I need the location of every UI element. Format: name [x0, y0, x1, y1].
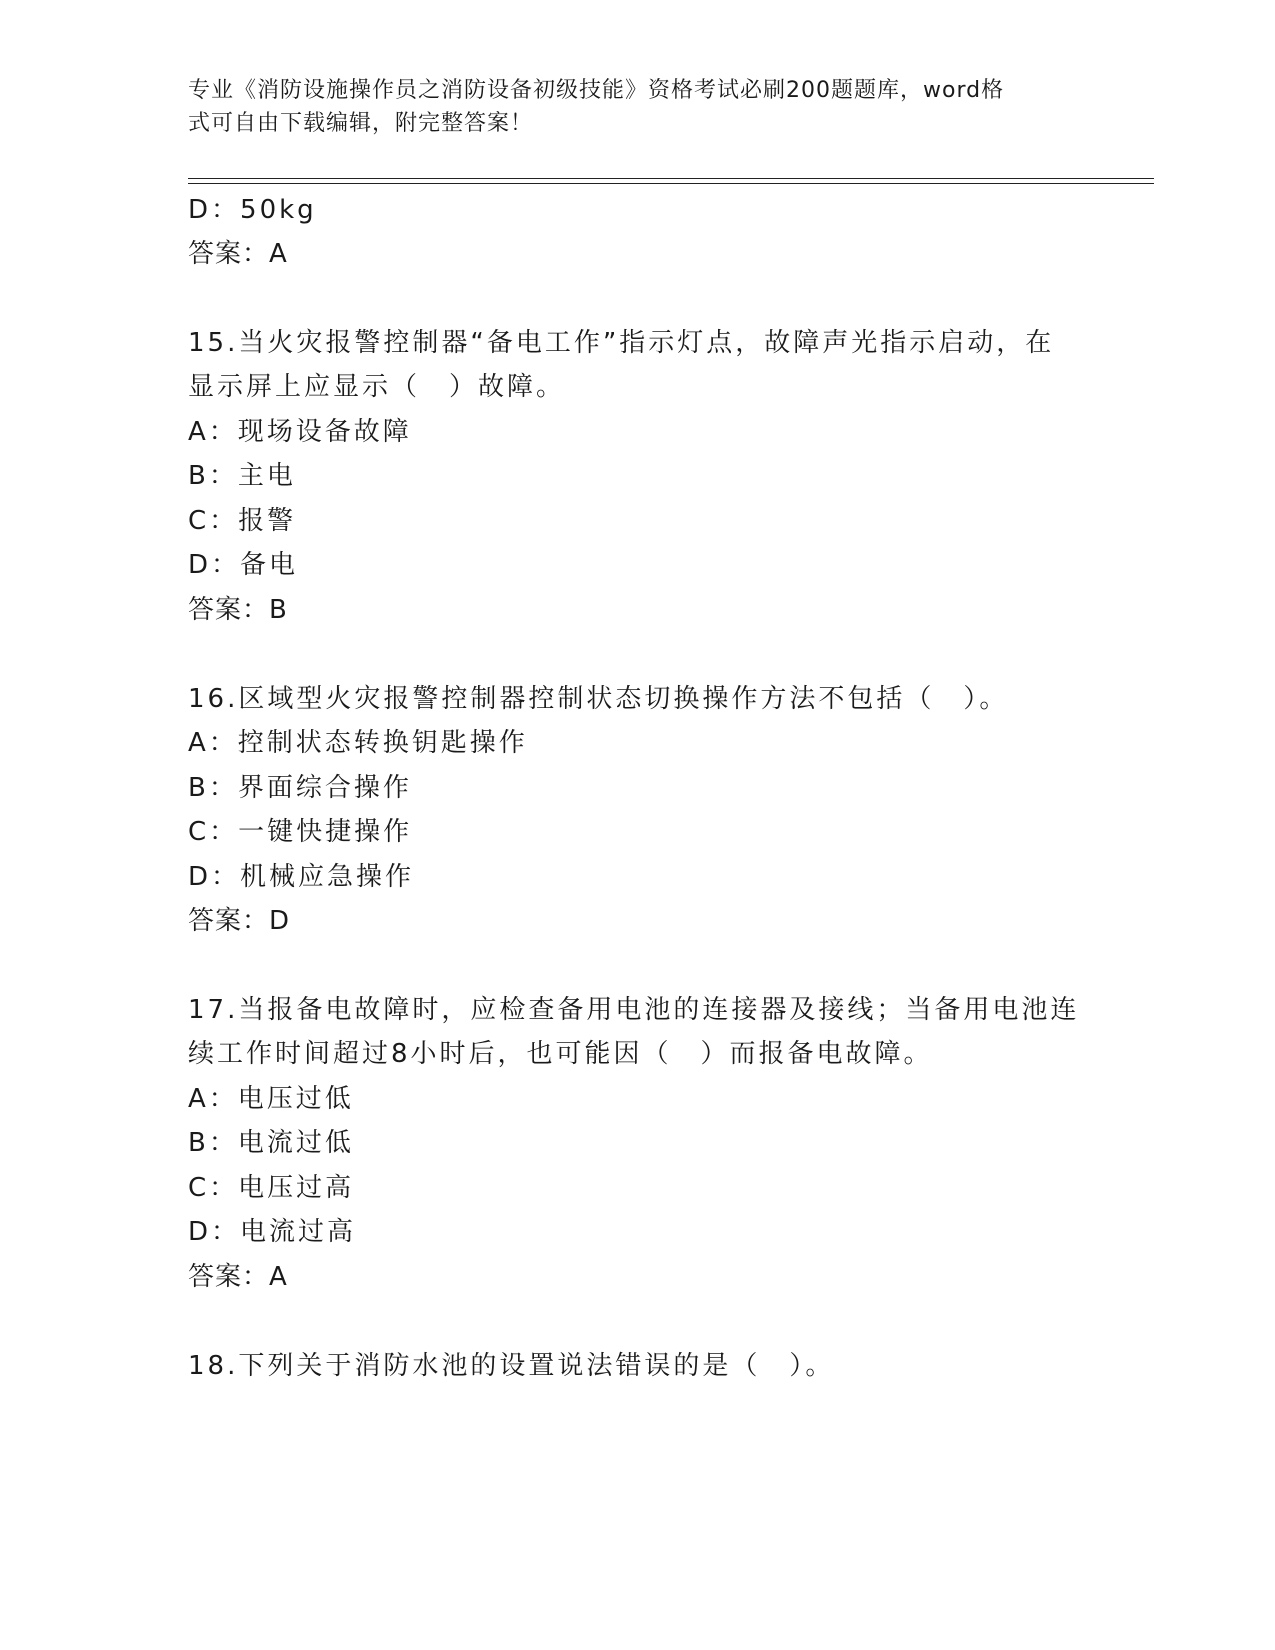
- option-a: A：现场设备故障: [188, 417, 412, 447]
- question-stem-line-2: 续工作时间超过8小时后，也可能因（ ）而报备电故障。: [188, 1039, 933, 1069]
- option-c: C：一键快捷操作: [188, 817, 413, 847]
- header-line-2: 式可自由下载编辑，附完整答案！: [188, 111, 534, 136]
- option-b: B：主电: [188, 461, 296, 491]
- option-c: C：报警: [188, 506, 297, 536]
- header-divider-bottom: [188, 183, 1154, 184]
- document-header: [188, 74, 1068, 140]
- question-stem-line-1: 17.当报备电故障时，应检查备用电池的连接器及接线；当备用电池连: [188, 995, 1080, 1025]
- option-d: D：机械应急操作: [188, 862, 415, 892]
- option-a: A：电压过低: [188, 1084, 354, 1114]
- prev-answer: 答案：A: [188, 239, 288, 269]
- question-stem-line-1: 16.区域型火灾报警控制器控制状态切换操作方法不包括（ ）。: [188, 684, 1009, 714]
- answer: 答案：A: [188, 1262, 288, 1292]
- prev-option-d: D：50kg: [188, 195, 317, 225]
- option-a: A：控制状态转换钥匙操作: [188, 728, 528, 758]
- option-d: D：电流过高: [188, 1217, 357, 1247]
- option-c: C：电压过高: [188, 1173, 355, 1203]
- header-divider-top: [188, 178, 1154, 179]
- option-b: B：界面综合操作: [188, 773, 412, 803]
- option-d: D：备电: [188, 550, 299, 580]
- answer: 答案：D: [188, 906, 291, 936]
- answer: 答案：B: [188, 595, 288, 625]
- question-stem-line-1: 18.下列关于消防水池的设置说法错误的是（ ）。: [188, 1351, 835, 1381]
- header-line-1: 专业《消防设施操作员之消防设备初级技能》资格考试必刷200题题库，word格: [188, 78, 1005, 103]
- question-stem-line-2: 显示屏上应显示（ ）故障。: [188, 372, 566, 402]
- question-stem-line-1: 15.当火灾报警控制器“备电工作”指示灯点，故障声光指示启动，在: [188, 328, 1055, 358]
- option-b: B：电流过低: [188, 1128, 354, 1158]
